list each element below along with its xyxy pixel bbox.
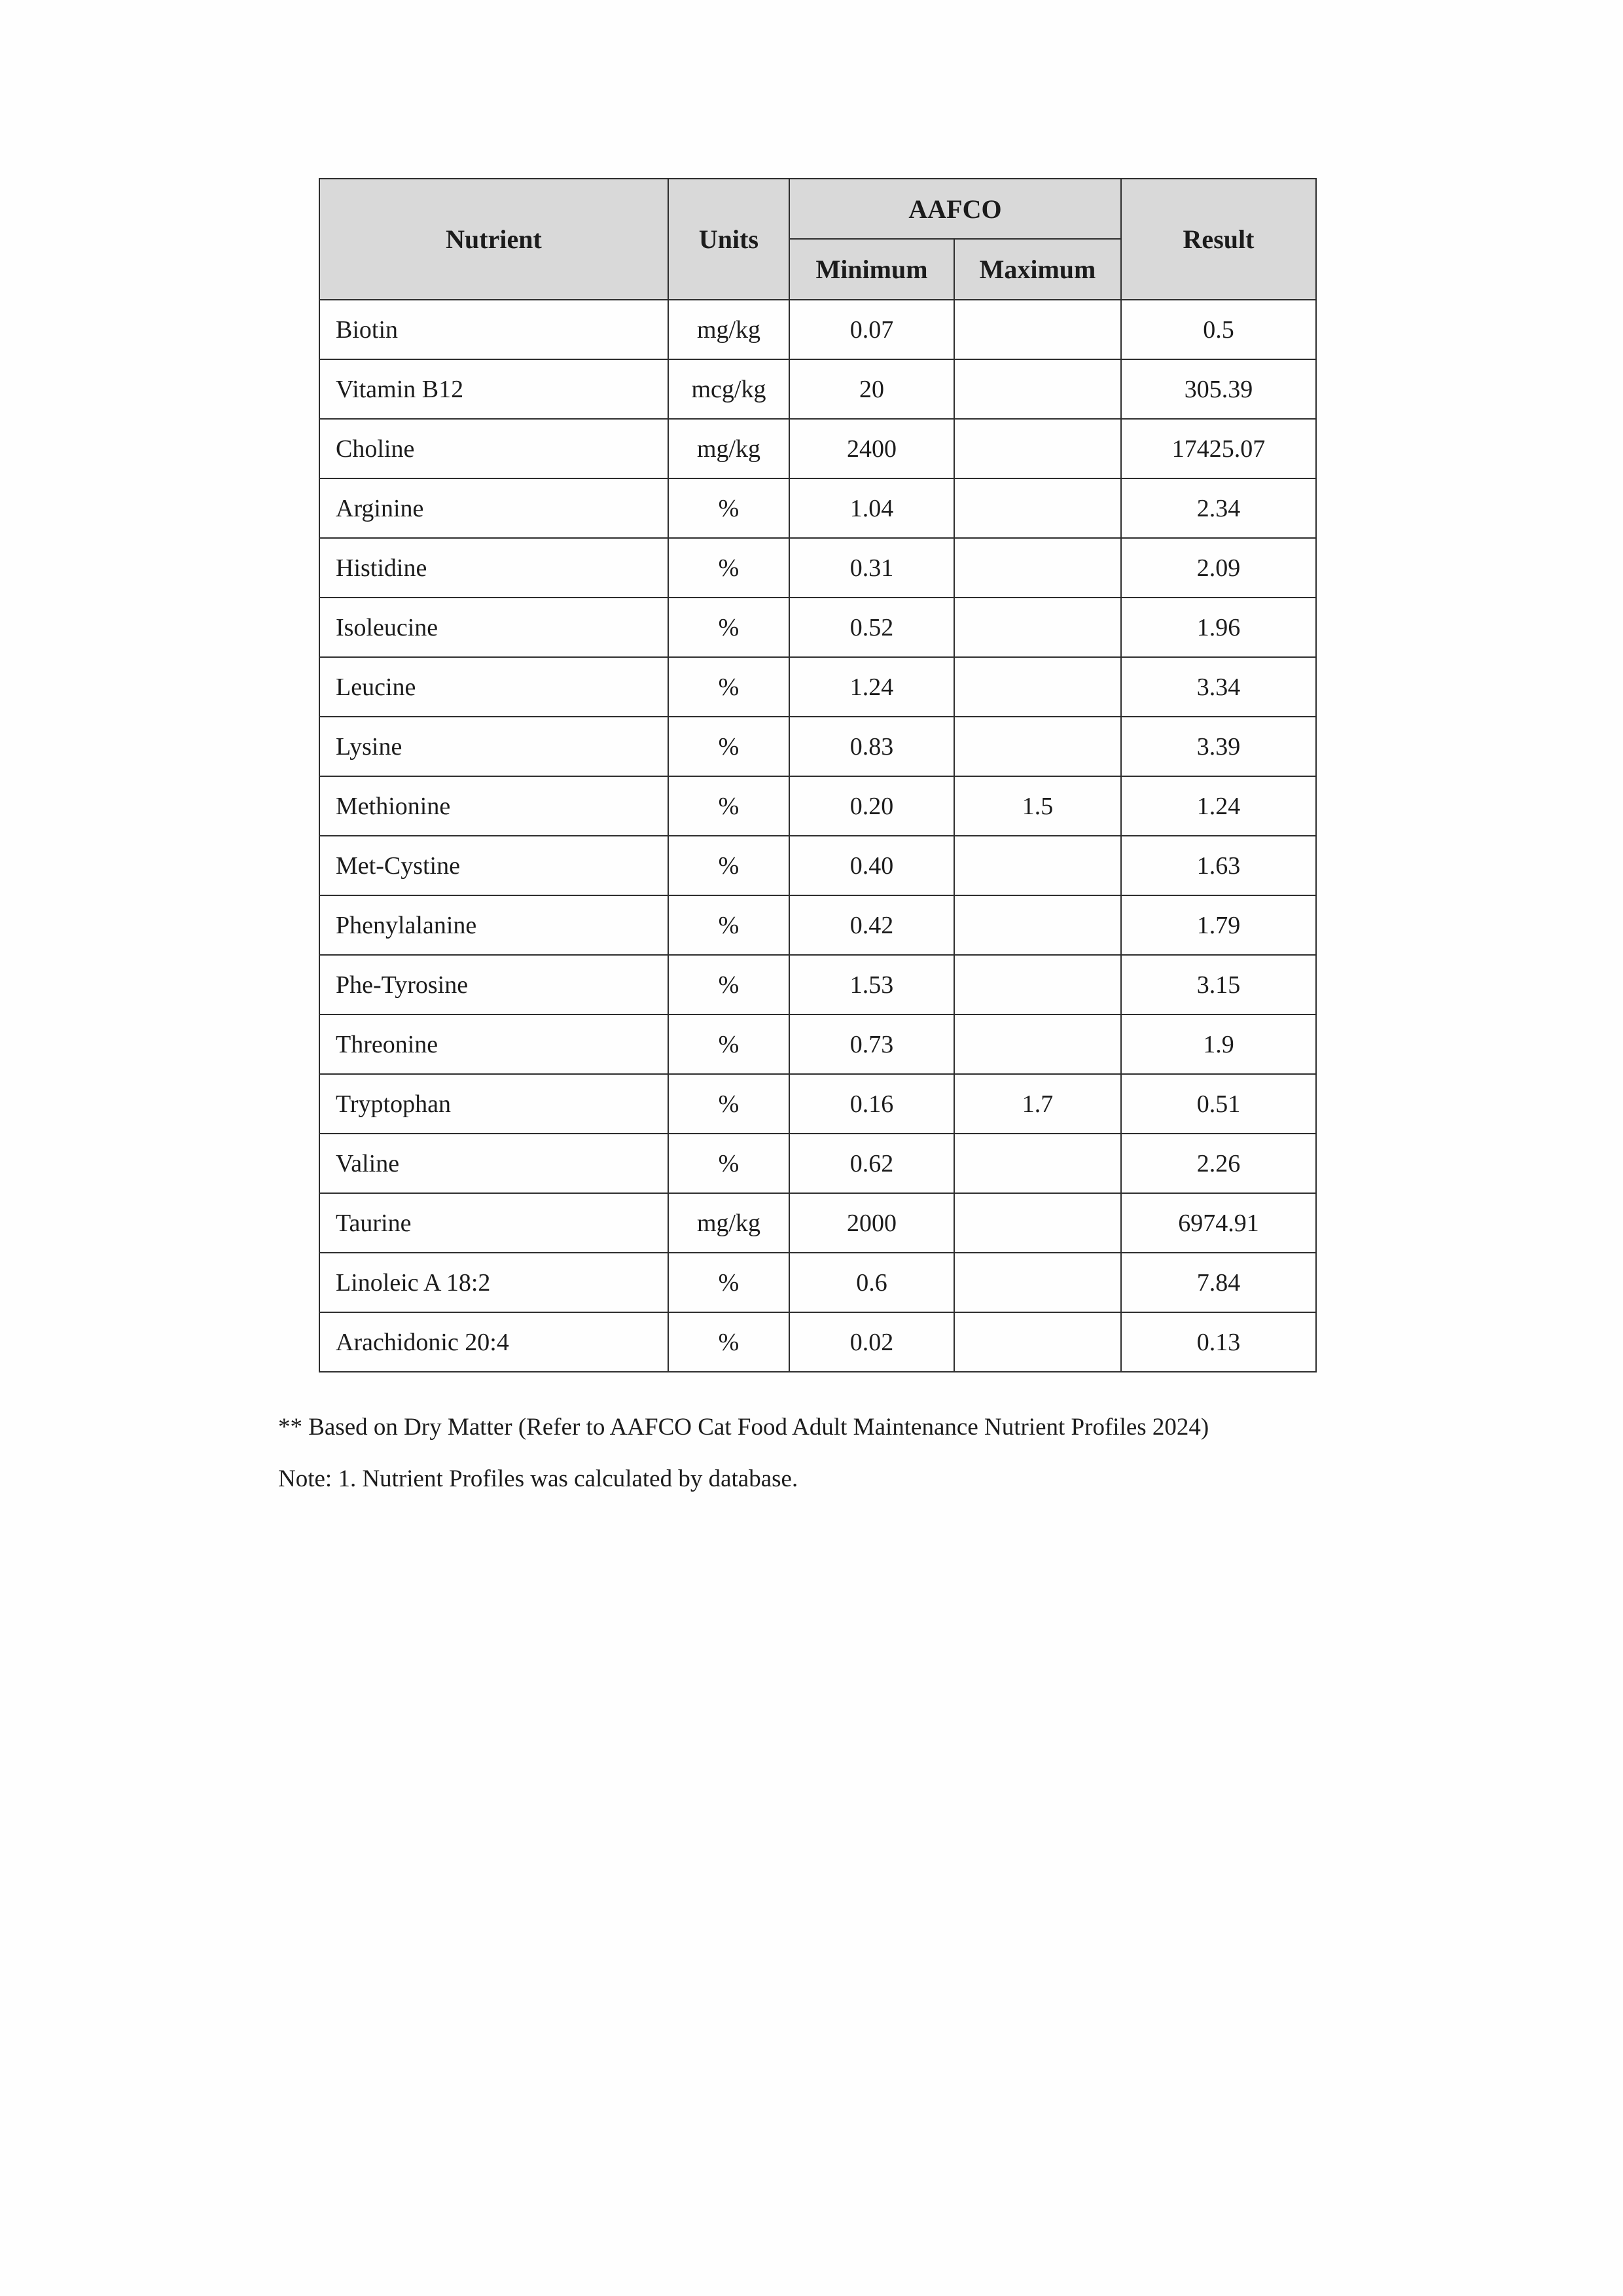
nutrient-cell: Leucine [319,657,668,717]
units-cell: % [668,1134,789,1193]
minimum-cell: 0.52 [789,598,954,657]
units-cell: mg/kg [668,300,789,359]
table-row [319,1074,1316,1134]
nutrient-cell: Arginine [319,478,668,538]
maximum-cell [954,359,1121,419]
minimum-cell: 0.83 [789,717,954,776]
maximum-cell [954,836,1121,895]
maximum-cell [954,657,1121,717]
table-row [319,300,1316,359]
units-cell: mg/kg [668,419,789,478]
footnotes [278,1415,1209,1518]
minimum-cell: 0.20 [789,776,954,836]
table-row [319,717,1316,776]
maximum-cell [954,478,1121,538]
nutrient-cell: Biotin [319,300,668,359]
minimum-cell: 0.62 [789,1134,954,1193]
maximum-cell [954,895,1121,955]
units-cell: % [668,538,789,598]
nutrient-cell: Threonine [319,1014,668,1074]
nutrient-cell: Arachidonic 20:4 [319,1312,668,1372]
nutrient-table-body [319,300,1316,1372]
minimum-cell: 0.42 [789,895,954,955]
maximum-cell: 1.7 [954,1074,1121,1134]
units-cell: % [668,1014,789,1074]
nutrient-cell: Taurine [319,1193,668,1253]
table-row [319,895,1316,955]
table-row [319,836,1316,895]
header-row-top [319,179,1316,239]
minimum-cell: 0.31 [789,538,954,598]
result-cell: 305.39 [1121,359,1316,419]
table-row [319,1253,1316,1312]
result-cell: 0.13 [1121,1312,1316,1372]
table-row [319,1014,1316,1074]
maximum-cell [954,717,1121,776]
units-cell: % [668,598,789,657]
minimum-cell: 0.6 [789,1253,954,1312]
result-cell: 3.15 [1121,955,1316,1014]
units-cell: mcg/kg [668,359,789,419]
units-cell: mg/kg [668,1193,789,1253]
result-cell: 2.09 [1121,538,1316,598]
nutrient-cell: Met-Cystine [319,836,668,895]
result-cell: 17425.07 [1121,419,1316,478]
table-row [319,538,1316,598]
maximum-cell [954,1134,1121,1193]
table-row [319,598,1316,657]
header-result: Result [1121,179,1316,300]
result-cell: 2.26 [1121,1134,1316,1193]
result-cell: 1.9 [1121,1014,1316,1074]
table-row [319,955,1316,1014]
result-cell: 0.5 [1121,300,1316,359]
nutrient-cell: Isoleucine [319,598,668,657]
result-cell: 2.34 [1121,478,1316,538]
footnote-note: Note: 1. Nutrient Profiles was calculated by database. [278,1465,798,1492]
footnote-dry-matter: ** Based on Dry Matter (Refer to AAFCO Cat Food Adult Maintenance Nutrient Profiles 2024) [278,1414,1209,1441]
maximum-cell [954,1312,1121,1372]
minimum-cell: 1.24 [789,657,954,717]
table-row [319,478,1316,538]
result-cell: 6974.91 [1121,1193,1316,1253]
minimum-cell: 2400 [789,419,954,478]
minimum-cell: 1.53 [789,955,954,1014]
minimum-cell: 20 [789,359,954,419]
nutrient-cell: Valine [319,1134,668,1193]
table-row [319,1312,1316,1372]
minimum-cell: 0.16 [789,1074,954,1134]
header-aafco: AAFCO [789,179,1121,239]
maximum-cell [954,1014,1121,1074]
units-cell: % [668,478,789,538]
minimum-cell: 0.73 [789,1014,954,1074]
units-cell: % [668,1074,789,1134]
minimum-cell: 0.02 [789,1312,954,1372]
result-cell: 1.63 [1121,836,1316,895]
result-cell: 3.39 [1121,717,1316,776]
table-row [319,657,1316,717]
units-cell: % [668,955,789,1014]
header-nutrient: Nutrient [319,179,668,300]
units-cell: % [668,657,789,717]
units-cell: % [668,1312,789,1372]
minimum-cell: 1.04 [789,478,954,538]
nutrient-cell: Phe-Tyrosine [319,955,668,1014]
maximum-cell [954,955,1121,1014]
maximum-cell [954,1253,1121,1312]
maximum-cell [954,1193,1121,1253]
nutrient-cell: Vitamin B12 [319,359,668,419]
minimum-cell: 0.07 [789,300,954,359]
header-units: Units [668,179,789,300]
units-cell: % [668,1253,789,1312]
table-row [319,359,1316,419]
nutrient-profile-table [319,178,1317,1372]
units-cell: % [668,895,789,955]
nutrient-cell: Choline [319,419,668,478]
nutrient-cell: Histidine [319,538,668,598]
maximum-cell [954,419,1121,478]
table-row [319,776,1316,836]
result-cell: 7.84 [1121,1253,1316,1312]
header-minimum: Minimum [789,239,954,300]
units-cell: % [668,717,789,776]
header-maximum: Maximum [954,239,1121,300]
table-row [319,419,1316,478]
table-row [319,1193,1316,1253]
maximum-cell [954,538,1121,598]
maximum-cell [954,300,1121,359]
units-cell: % [668,836,789,895]
nutrient-cell: Phenylalanine [319,895,668,955]
maximum-cell [954,598,1121,657]
minimum-cell: 0.40 [789,836,954,895]
result-cell: 1.79 [1121,895,1316,955]
result-cell: 0.51 [1121,1074,1316,1134]
nutrient-cell: Tryptophan [319,1074,668,1134]
result-cell: 1.24 [1121,776,1316,836]
maximum-cell: 1.5 [954,776,1121,836]
nutrient-cell: Lysine [319,717,668,776]
minimum-cell: 2000 [789,1193,954,1253]
units-cell: % [668,776,789,836]
table-header [319,179,1316,300]
result-cell: 1.96 [1121,598,1316,657]
table-row [319,1134,1316,1193]
nutrient-cell: Methionine [319,776,668,836]
nutrient-cell: Linoleic A 18:2 [319,1253,668,1312]
result-cell: 3.34 [1121,657,1316,717]
